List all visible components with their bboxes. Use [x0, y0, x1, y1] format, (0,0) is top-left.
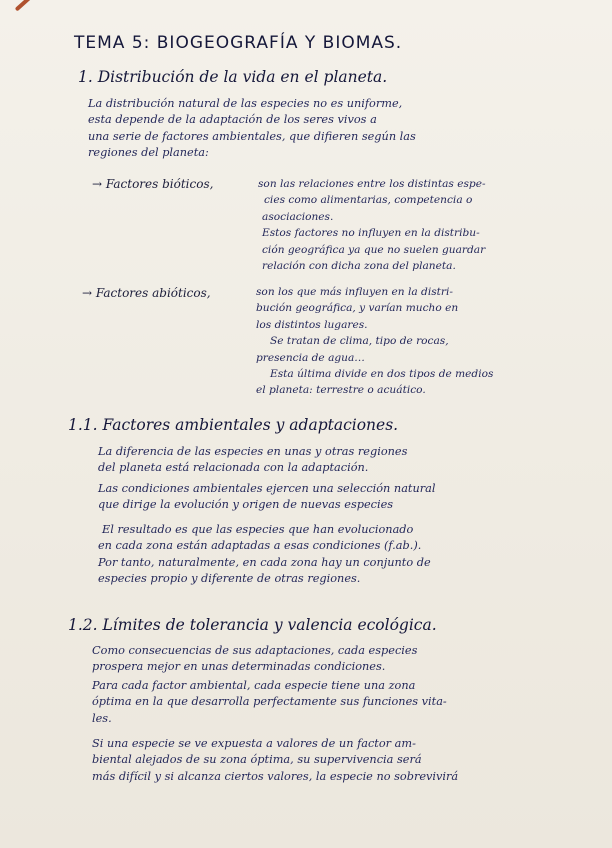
text-line: ción geográfica ya que no suelen guardar	[262, 243, 486, 256]
text-line: en cada zona están adaptadas a esas condiciones (f.ab.).	[98, 539, 422, 553]
bioticos-label: → Factores bióticos,	[92, 177, 214, 191]
section-1-1-para-1	[98, 444, 407, 477]
text-line: óptima en la que desarrolla perfectamente sus funciones vita-	[92, 695, 447, 709]
text-line: Si una especie se ve expuesta a valores de un factor am-	[92, 737, 416, 750]
abioticos-text	[256, 284, 493, 399]
section-1-intro	[88, 96, 416, 162]
section-1-2-para-3	[92, 736, 458, 785]
text-line: Estos factores no influyen en la distribu-	[262, 227, 480, 240]
section-1-1-heading: 1.1. Factores ambientales y adaptaciones.	[68, 416, 399, 434]
section-1-heading: 1. Distribución de la vida en el planeta.	[78, 68, 388, 86]
text-line: una serie de factores ambientales, que difieren según las	[88, 129, 416, 143]
text-line: regiones del planeta:	[88, 146, 209, 160]
abioticos-label: → Factores abióticos,	[82, 286, 211, 300]
text-line: que dirige la evolución y origen de nuevas especies	[98, 498, 394, 512]
text-line: especies propio y diferente de otras regiones.	[98, 572, 361, 586]
page-title: TEMA 5: BIOGEOGRAFÍA Y BIOMAS.	[74, 33, 403, 53]
text-line: cies como alimentarias, competencia o	[264, 194, 473, 207]
text-line: más difícil y si alcanza ciertos valores, la especie no sobrevivirá	[92, 769, 459, 783]
section-1-2-para-2	[92, 678, 447, 727]
text-line: Las condiciones ambientales ejercen una selección natural	[98, 482, 436, 495]
text-line: Por tanto, naturalmente, en cada zona hay un conjunto de	[98, 555, 431, 569]
text-line: presencia de agua…	[256, 351, 365, 364]
text-line: Esta última divide en dos tipos de medios	[270, 367, 494, 380]
text-line: son los que más influyen en la distri-	[256, 286, 453, 298]
text-line: son las relaciones entre los distintas espe-	[258, 178, 486, 190]
text-line: Se tratan de clima, tipo de rocas,	[270, 335, 449, 348]
text-line: Como consecuencias de sus adaptaciones, cada especies	[92, 644, 418, 657]
text-line: La distribución natural de las especies no es uniforme,	[88, 97, 403, 110]
section-1-1-para-2	[98, 481, 436, 514]
pencil-mark	[15, 0, 36, 11]
text-line: biental alejados de su zona óptima, su supervivencia será	[92, 753, 422, 767]
section-1-2-heading: 1.2. Límites de tolerancia y valencia ecológica.	[68, 616, 437, 634]
text-line: La diferencia de las especies en unas y otras regiones	[98, 445, 408, 458]
text-line: El resultado es que las especies que han evolucionado	[102, 523, 414, 536]
text-line: los distintos lugares.	[256, 318, 368, 331]
text-line: bución geográfica, y varían mucho en	[256, 302, 459, 315]
text-line: el planeta: terrestre o acuático.	[256, 384, 426, 397]
text-line: relación con dicha zona del planeta.	[262, 259, 456, 272]
text-line: del planeta está relacionada con la adaptación.	[98, 461, 369, 475]
section-1-1-para-3	[98, 522, 431, 588]
text-line: Para cada factor ambiental, cada especie tiene una zona	[92, 679, 416, 692]
text-line: esta depende de la adaptación de los seres vivos a	[88, 113, 377, 127]
text-line: les.	[92, 711, 112, 725]
text-line: prospera mejor en unas determinadas condiciones.	[92, 660, 386, 674]
bioticos-text	[258, 176, 486, 274]
section-1-2-para-1	[92, 643, 417, 676]
text-line: asociaciones.	[262, 210, 334, 223]
